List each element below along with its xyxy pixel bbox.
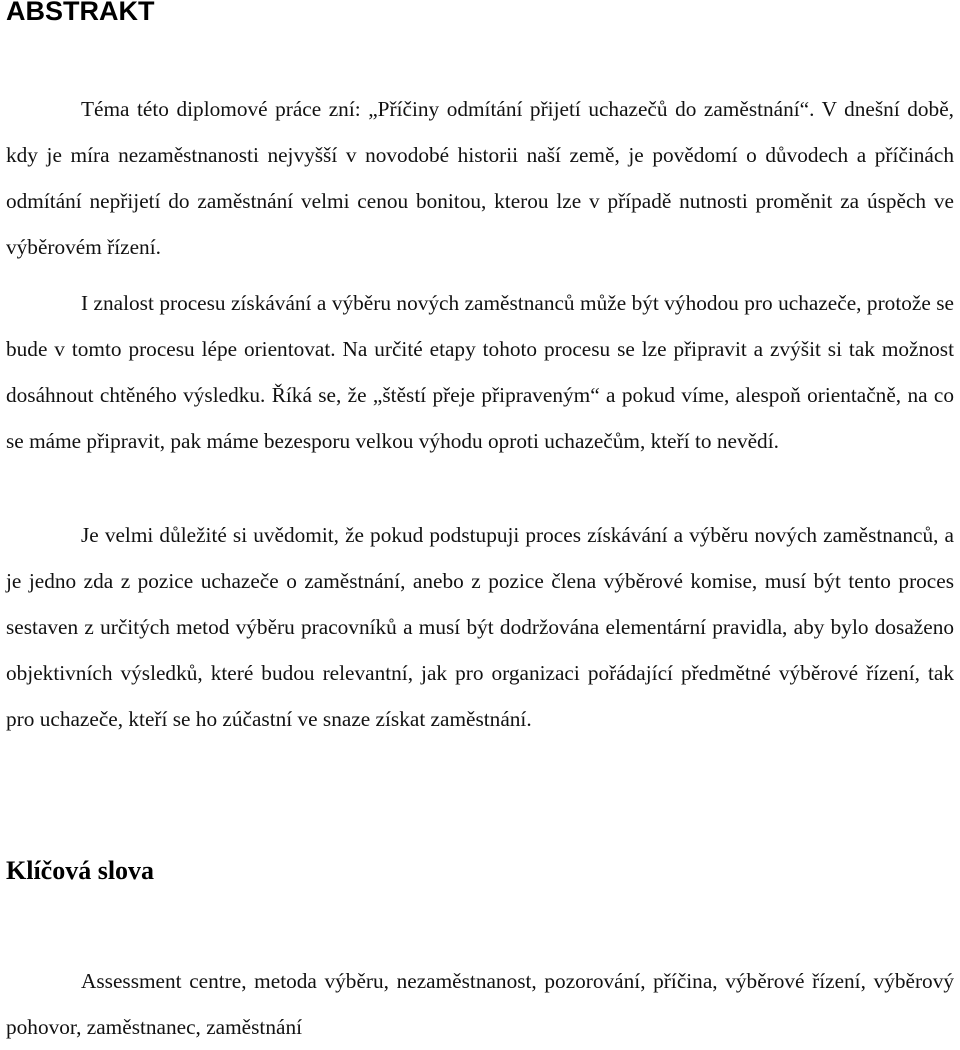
- keywords-paragraph: [6, 958, 954, 1050]
- abstract-paragraph-2: [6, 280, 954, 464]
- abstract-paragraph-2-text: I znalost procesu získávání a výběru nových zaměstnanců může být výhodou pro uchazeče, protože se bude v tomto procesu lépe orientovat. Na určité etapy tohoto procesu se lze připravit a zvýšit si tak možnost dosáhnout chtěného výsledku. Říká se, že „štěstí přeje připraveným“ a pokud víme, alespoň orientačně, na co se máme připravit, pak máme bezesporu velkou výhodu oproti uchazečům, kteří to nevědí.: [6, 291, 954, 453]
- abstract-paragraph-1-text: Téma této diplomové práce zní: „Příčiny odmítání přijetí uchazečů do zaměstnání“. V dnešní době, kdy je míra nezaměstnanosti nejvyšší v novodobé historii naší země, je povědomí o důvodech a příčinách odmítání nepřijetí do zaměstnání velmi cenou bonitou, kterou lze v případě nutnosti proměnit za úspěch ve výběrovém řízení.: [6, 97, 954, 259]
- abstract-heading: ABSTRAKT: [6, 0, 155, 26]
- keywords-text: Assessment centre, metoda výběru, nezaměstnanost, pozorování, příčina, výběrové řízení, výběrový pohovor, zaměstnanec, zaměstnání: [6, 969, 954, 1039]
- keywords-heading: Klíčová slova: [6, 856, 155, 885]
- abstract-paragraph-3-text: Je velmi důležité si uvědomit, že pokud podstupuji proces získávání a výběru nových zaměstnanců, a je jedno zda z pozice uchazeče o zaměstnání, anebo z pozice člena výběrové komise, musí být tento proces sestaven z určitých metod výběru pracovníků a musí být dodržována elementární pravidla, aby bylo dosaženo objektivních výsledků, které budou relevantní, jak pro organizaci pořádající předmětné výběrové řízení, tak pro uchazeče, kteří se ho zúčastní ve snaze získat zaměstnání.: [6, 523, 954, 731]
- abstract-paragraph-1: [6, 86, 954, 270]
- abstract-paragraph-3: [6, 512, 954, 742]
